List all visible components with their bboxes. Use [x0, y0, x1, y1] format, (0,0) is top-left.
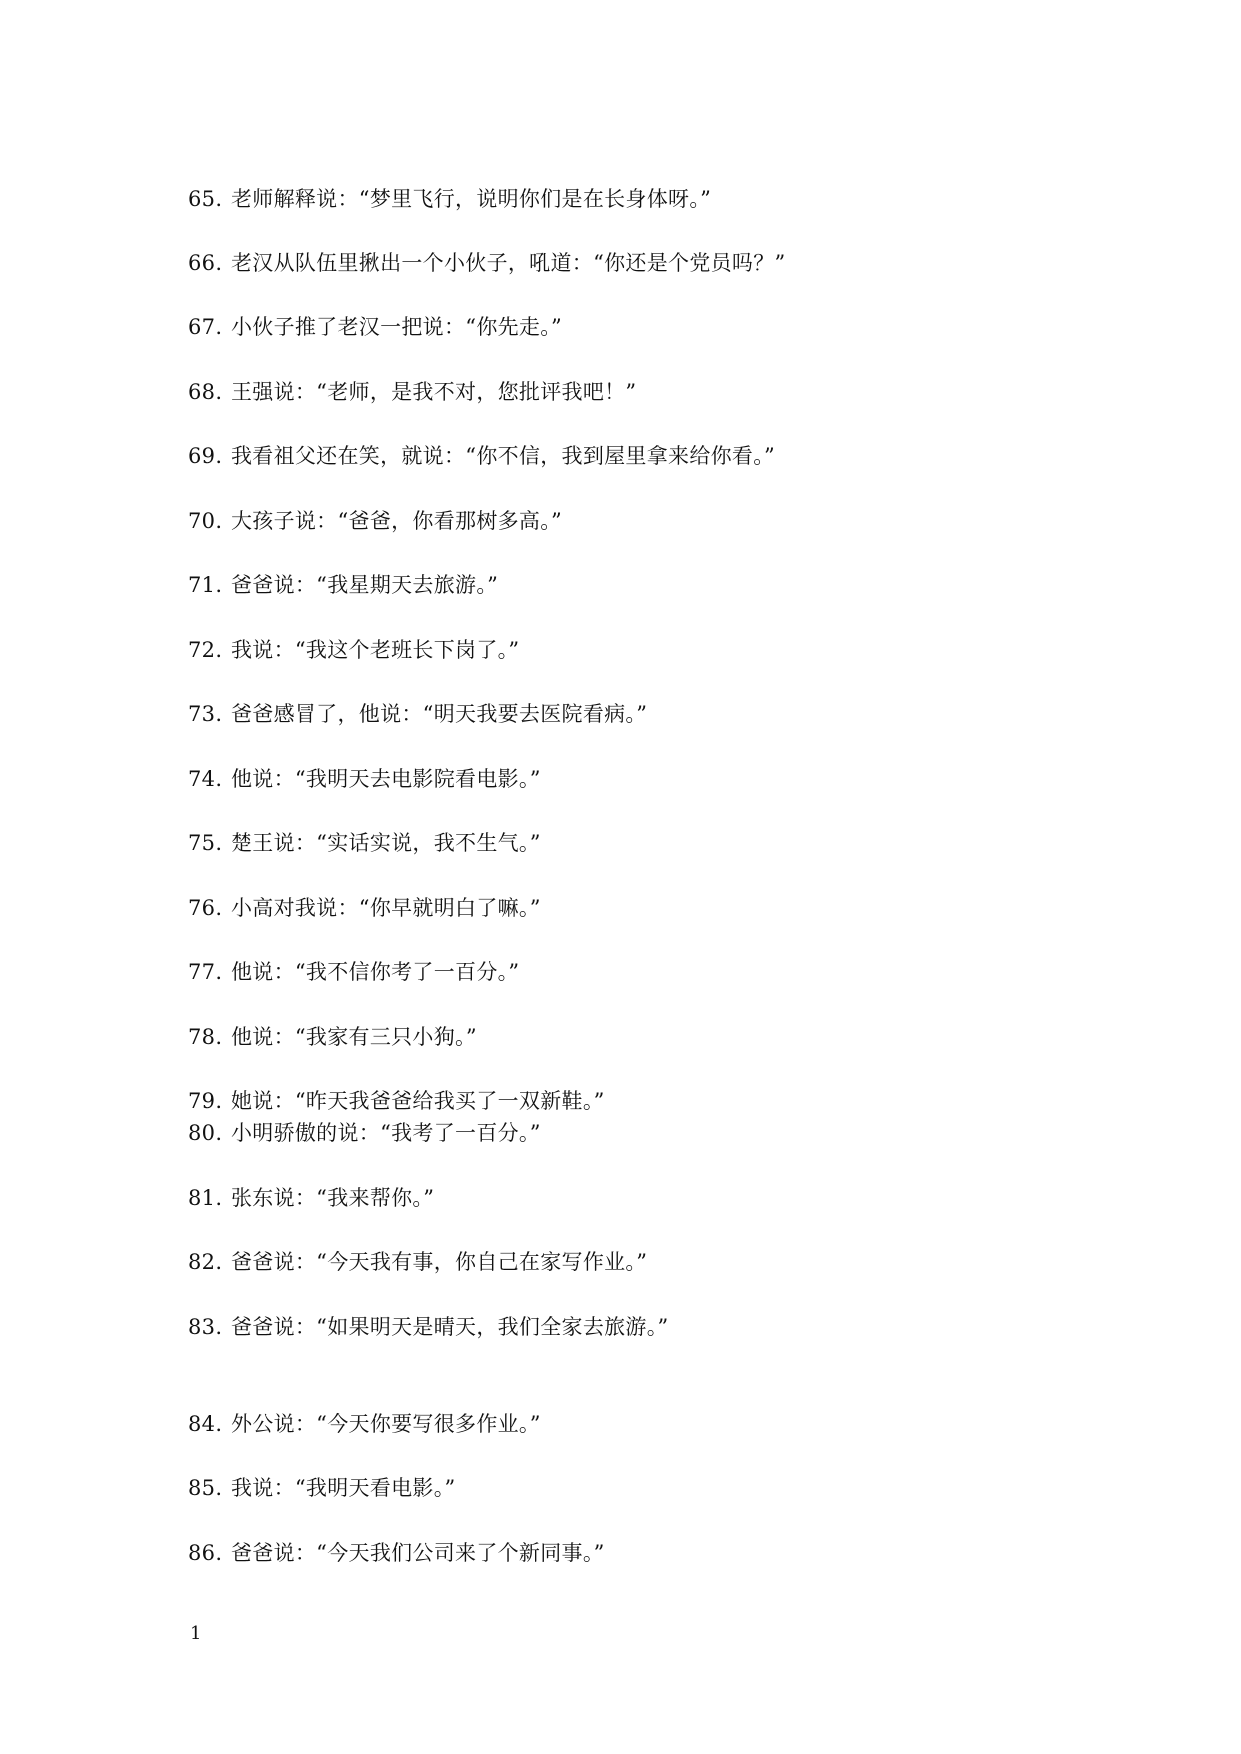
- sentence-86: [188, 1539, 605, 1567]
- item-text: 爸爸说：“今天我们公司来了个新同事。”: [230, 1541, 605, 1565]
- sentence-74: [188, 765, 541, 793]
- item-text: 王强说：“老师，是我不对，您批评我吧！”: [230, 380, 637, 404]
- sentence-65: [188, 185, 711, 213]
- item-number: 68.: [188, 380, 223, 404]
- sentence-68: [188, 378, 636, 406]
- item-text: 爸爸感冒了，他说：“明天我要去医院看病。”: [230, 702, 648, 726]
- sentence-85: [188, 1474, 456, 1502]
- sentence-69: [188, 442, 775, 470]
- item-text: 老师解释说：“梦里飞行，说明你们是在长身体呀。”: [230, 187, 712, 211]
- item-text: 爸爸说：“今天我有事，你自己在家写作业。”: [230, 1250, 648, 1274]
- item-number: 65.: [188, 187, 223, 211]
- sentence-67: [188, 313, 562, 341]
- item-text: 他说：“我家有三只小狗。”: [230, 1025, 477, 1049]
- sentence-83: [188, 1313, 669, 1341]
- sentence-79: [188, 1087, 605, 1115]
- sentence-75: [188, 829, 541, 857]
- item-text: 张东说：“我来帮你。”: [230, 1186, 435, 1210]
- page-number: 1: [190, 1623, 202, 1644]
- sentence-82: [188, 1248, 647, 1276]
- item-text: 我看祖父还在笑，就说：“你不信，我到屋里拿来给你看。”: [230, 444, 776, 468]
- item-text: 爸爸说：“我星期天去旅游。”: [230, 573, 499, 597]
- item-text: 他说：“我明天去电影院看电影。”: [230, 767, 541, 791]
- item-number: 78.: [188, 1025, 223, 1049]
- item-text: 他说：“我不信你考了一百分。”: [230, 960, 520, 984]
- sentence-78: [188, 1023, 477, 1051]
- sentence-71: [188, 571, 498, 599]
- item-number: 82.: [188, 1250, 223, 1274]
- item-number: 79.: [188, 1089, 223, 1113]
- item-number: 81.: [188, 1186, 223, 1210]
- item-number: 76.: [188, 896, 223, 920]
- sentence-70: [188, 507, 562, 535]
- item-text: 大孩子说：“爸爸，你看那树多高。”: [230, 509, 563, 533]
- sentence-84: [188, 1410, 541, 1438]
- item-text: 小伙子推了老汉一把说：“你先走。”: [230, 315, 563, 339]
- item-number: 84.: [188, 1412, 223, 1436]
- item-text: 外公说：“今天你要写很多作业。”: [230, 1412, 541, 1436]
- item-number: 74.: [188, 767, 223, 791]
- item-text: 她说：“昨天我爸爸给我买了一双新鞋。”: [230, 1089, 605, 1113]
- item-number: 67.: [188, 315, 223, 339]
- item-text: 小明骄傲的说：“我考了一百分。”: [230, 1121, 541, 1145]
- sentence-73: [188, 700, 647, 728]
- item-number: 66.: [188, 251, 223, 275]
- item-text: 爸爸说：“如果明天是晴天，我们全家去旅游。”: [230, 1315, 669, 1339]
- sentence-81: [188, 1184, 434, 1212]
- item-number: 69.: [188, 444, 223, 468]
- sentence-80: [188, 1119, 541, 1147]
- item-text: 我说：“我明天看电影。”: [230, 1476, 456, 1500]
- item-number: 72.: [188, 638, 223, 662]
- sentence-77: [188, 958, 519, 986]
- item-text: 老汉从队伍里揪出一个小伙子，吼道：“你还是个党员吗？”: [230, 251, 786, 275]
- item-number: 75.: [188, 831, 223, 855]
- item-number: 77.: [188, 960, 223, 984]
- sentence-66: [188, 249, 786, 277]
- item-number: 80.: [188, 1121, 223, 1145]
- item-text: 楚王说：“实话实说，我不生气。”: [230, 831, 541, 855]
- item-number: 83.: [188, 1315, 223, 1339]
- item-number: 85.: [188, 1476, 223, 1500]
- item-number: 70.: [188, 509, 223, 533]
- item-number: 71.: [188, 573, 223, 597]
- sentence-76: [188, 894, 541, 922]
- item-text: 小高对我说：“你早就明白了嘛。”: [230, 896, 541, 920]
- sentence-72: [188, 636, 519, 664]
- item-number: 73.: [188, 702, 223, 726]
- item-number: 86.: [188, 1541, 223, 1565]
- item-text: 我说：“我这个老班长下岗了。”: [230, 638, 520, 662]
